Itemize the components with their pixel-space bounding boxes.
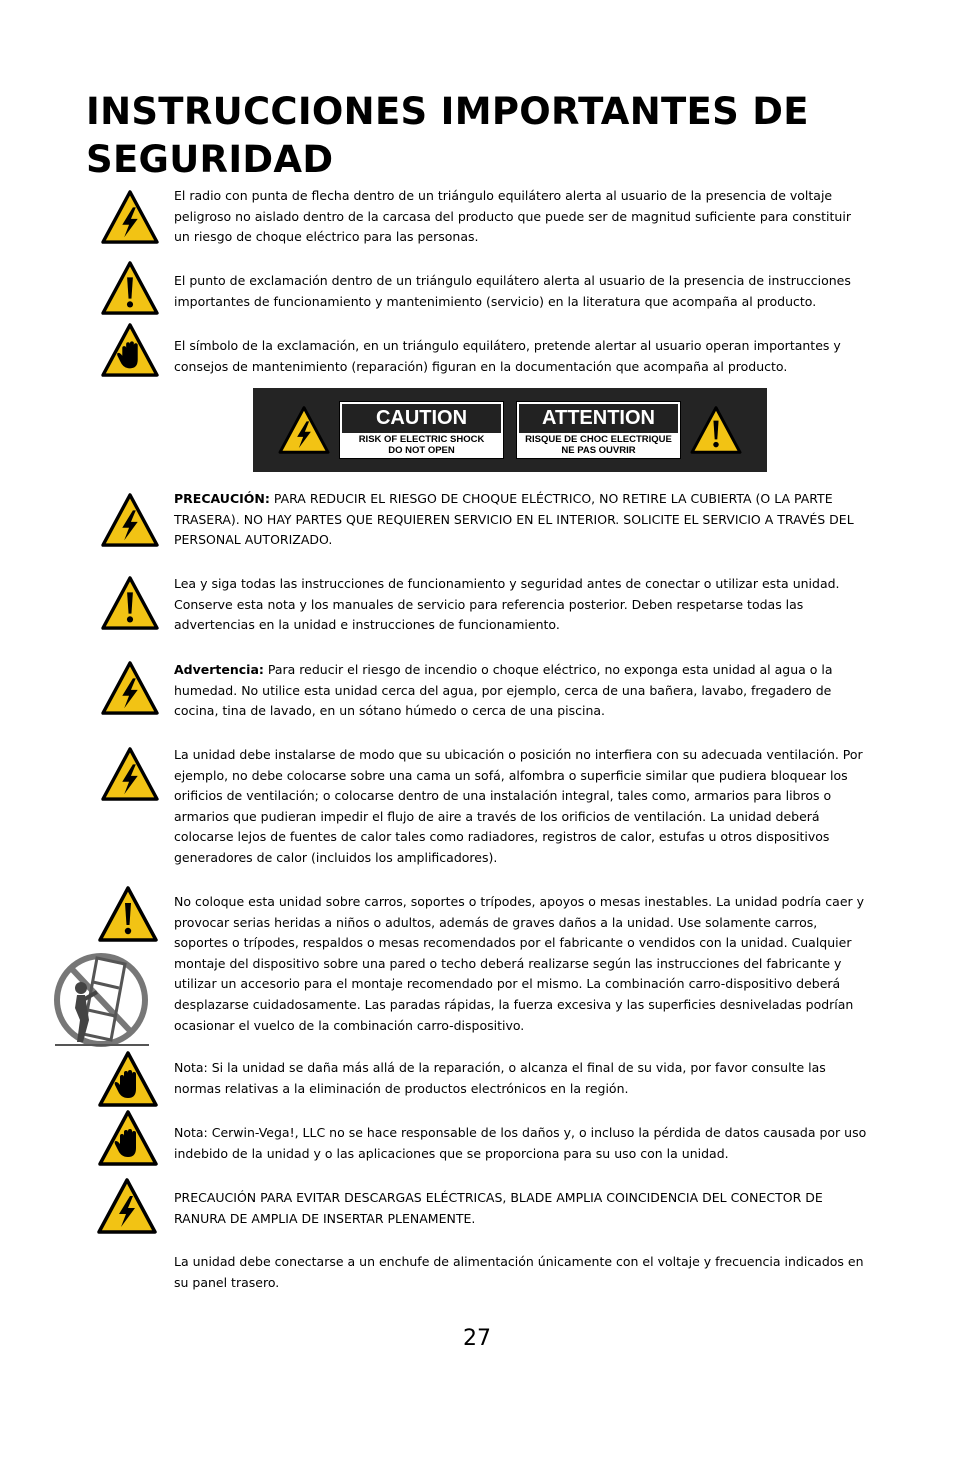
attention-line-1: RISQUE DE CHOC ELECTRIQUE [525,434,672,445]
caution-banner [253,388,767,472]
attention-line-2: NE PAS OUVRIR [561,444,636,456]
paragraph-instrucciones: Lea y siga todas las instrucciones de funcionamiento y seguridad antes de conectar o utilizar esta unidad. Conserve esta nota y los manuales de servicio para referencia posterior. Deben respetarse todas las advertencias en la unidad e instrucciones de funcionamiento. [174,576,840,633]
attention-label [516,401,681,459]
hand-triangle-icon [98,1051,158,1107]
paragraph-precaucion: PRECAUCIÓN: PARA REDUCIR EL RIESGO DE CHOQUE ELÉCTRICO, NO RETIRE LA CUBIERTA (O LA PARTE TRASERA). NO HAY PARTES QUE REQUIEREN SERVICIO EN EL INTERIOR. SOLICITE EL SERVICIO A TRAVÉS DEL PERSONAL AUTORIZADO. [174,491,854,548]
paragraph-precaucion-conector: PRECAUCIÓN PARA EVITAR DESCARGAS ELÉCTRICAS, BLADE AMPLIA COINCIDENCIA DEL CONECTOR DE RANURA DE AMPLIA DE INSERTAR PLENAMENTE. [174,1190,823,1226]
paragraph-enchufe: La unidad debe conectarse a un enchufe de alimentación únicamente con el voltaje y frecuencia indicados en su panel trasero. [174,1254,864,1290]
paragraph-exclamation-symbol: El punto de exclamación dentro de un triángulo equilátero alerta al usuario de la presencia de instrucciones importantes de funcionamiento y mantenimiento (servicio) en la literatura que acompaña al producto. [174,273,851,309]
lightning-triangle-icon [101,190,159,244]
page-title: INSTRUCCIONES IMPORTANTES DE SEGURIDAD [86,90,809,181]
lightning-triangle-icon [101,747,159,801]
paragraph-nota-reparacion: Nota: Si la unidad se daña más allá de la reparación, o alcanza el final de su vida, por favor consulte las normas relativas a la eliminación de productos electrónicos en la región. [174,1060,826,1096]
exclamation-triangle-icon [690,406,742,454]
exclamation-triangle-icon [101,576,159,630]
hand-triangle-icon [98,1110,158,1166]
hand-triangle-icon [101,323,159,377]
paragraph-advertencia: Advertencia: Para reducir el riesgo de incendio o choque eléctrico, no exponga esta unidad al agua o la humedad. No utilice esta unidad cerca del agua, por ejemplo, cerca de una bañera, lavabo, fregadero de cocina, tina de lavado, en un sótano húmedo o cerca de una piscina. [174,662,833,719]
paragraph-ventilacion: La unidad debe instalarse de modo que su ubicación o posición no interfiera con su adecuada ventilación. Por ejemplo, no debe colocarse sobre una cama un sofá, alfombra o superficie similar que pudiera bloquear los orificios de ventilación; o colocarse dentro de una instalación integral, tales como, armarios para libros o armarios que pudieran impedir el flujo de aire a través de los orificios de ventilación. La unidad deberá colocarse lejos de fuentes de calor tales como radiadores, registros de calor, estufas u otros dispositivos generadores de calor (incluidos los amplificadores). [174,747,863,865]
paragraph-carros: No coloque esta unidad sobre carros, soportes o trípodes, apoyos o mesas inestables. La unidad podría caer y provocar serias heridas a niños o adultos, además de graves daños a la unidad. Use solamente carros, soportes o trípodes, respaldos o mesas recomendados por el fabricante o vendidos con la unidad. Cualquier montaje del dispositivo sobre una pared o techo deberá realizarse según las instrucciones del fabricante y utilizar un accesorio para el montaje recomendado por el mismo. La combinación carro-dispositivo deberá desplazarse cuidadosamente. Las paradas rápidas, la fuerza excesiva y las superficies desniveladas podrían ocasionar el vuelco de la combinación carro-dispositivo. [174,894,865,1033]
exclamation-triangle-icon [101,261,159,315]
page-number: 27 [463,1326,491,1351]
caution-line-2: DO NOT OPEN [388,444,455,456]
paragraph-hand-symbol: El símbolo de la exclamación, en un triángulo equilátero, pretende alertar al usuario operan importantes y consejos de mantenimiento (reparación) figuran en la documentación que acompaña al producto. [174,338,841,374]
caution-label [339,401,504,459]
caution-title: CAUTION [342,404,501,433]
lightning-triangle-icon [278,406,330,454]
paragraph-lightning-symbol: El radio con punta de flecha dentro de un triángulo equilátero alerta al usuario de la presencia de voltaje peligroso no aislado dentro de la carcasa del producto que puede ser de magnitud suficiente para constituir un riesgo de choque eléctrico para las personas. [174,188,851,245]
exclamation-triangle-icon [98,886,158,942]
lightning-triangle-icon [101,493,159,547]
lightning-triangle-icon [97,1178,157,1234]
cart-tipover-icon [53,950,151,1050]
paragraph-nota-cerwin-vega: Nota: Cerwin-Vega!, LLC no se hace responsable de los daños y, o incluso la pérdida de datos causada por uso indebido de la unidad y o las aplicaciones que se proporciona para su uso con la unidad. [174,1125,867,1161]
attention-title: ATTENTION [519,404,678,433]
caution-line-1: RISK OF ELECTRIC SHOCK [358,434,485,445]
lightning-triangle-icon [101,661,159,715]
